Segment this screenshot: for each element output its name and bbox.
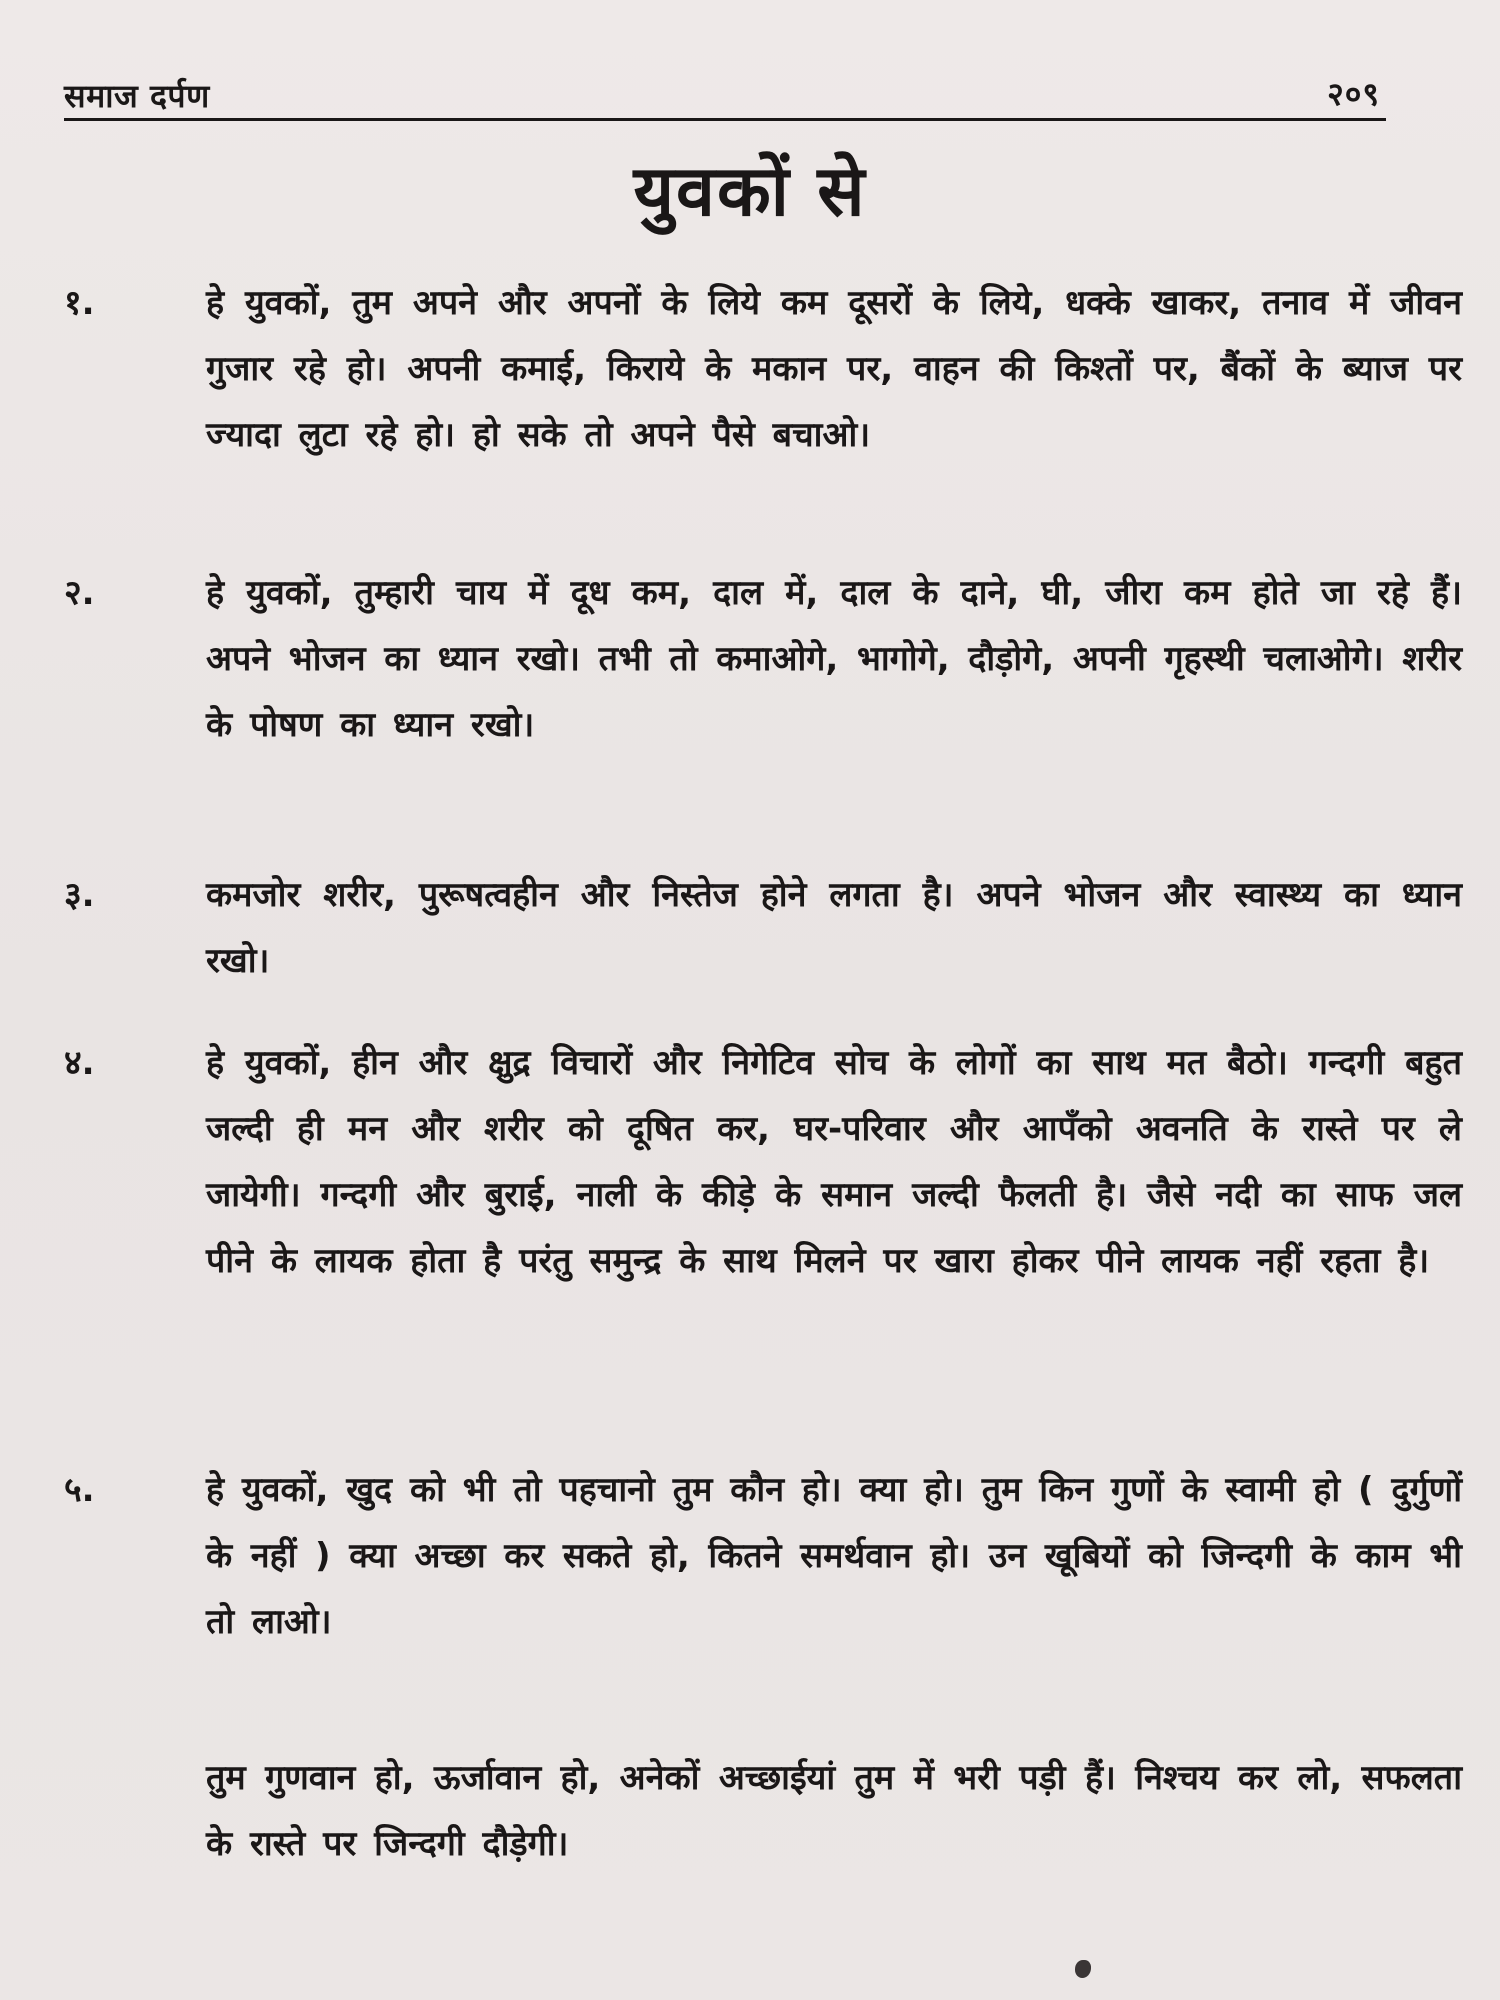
paragraph-number: ५. [64, 1470, 95, 1510]
paragraph-number: २. [64, 573, 95, 613]
ink-smudge [1075, 1960, 1091, 1978]
paragraph-text: कमजोर शरीर, पुरूषत्वहीन और निस्तेज होने लगता है। अपने भोजन और स्वास्थ्य का ध्यान रखो। [206, 875, 1463, 981]
running-title: समाज दर्पण [64, 77, 210, 115]
closing-text: तुम गुणवान हो, ऊर्जावान हो, अनेकों अच्छाईयां तुम में भरी पड़ी हैं। निश्चय कर लो, सफलता के रास्ते पर जिन्दगी दौड़ेगी। [206, 1758, 1462, 1864]
paragraph-number: १. [64, 283, 95, 323]
page-header [64, 72, 1386, 121]
paragraph-number: ३. [64, 875, 95, 915]
paragraph-text: हे युवकों, तुम्हारी चाय में दूध कम, दाल में, दाल के दाने, घी, जीरा कम होते जा रहे हैं। अपने भोजन का ध्यान रखो। तभी तो कमाओगे, भागोगे, दौड़ोगे, अपनी गृहस्थी चलाओगे। शरीर के पोषण का ध्यान रखो। [206, 573, 1462, 745]
paragraph-number: ४. [64, 1043, 95, 1083]
paragraph-text: हे युवकों, हीन और क्षुद्र विचारों और निगेटिव सोच के लोगों का साथ मत बैठो। गन्दगी बहुत जल्दी ही मन और शरीर को दूषित कर, घर-परिवार और आपँको अवनति के रास्ते पर ले जायेगी। गन्दगी और बुराई, नाली के कीड़े के समान जल्दी फैलती है। जैसे नदी का साफ जल पीने के लायक होता है परंतु समुन्द्र के साथ मिलने पर खारा होकर पीने लायक नहीं रहता है। [206, 1043, 1462, 1281]
paragraph-text: हे युवकों, खुद को भी तो पहचानो तुम कौन हो। क्या हो। तुम किन गुणों के स्वामी हो ( दुर्गुणों के नहीं ) क्या अच्छा कर सकते हो, कितने समर्थवान हो। उन खूबियों को जिन्दगी के काम भी तो लाओ। [206, 1470, 1462, 1642]
chapter-title: युवकों से [633, 150, 867, 232]
paragraph-text: हे युवकों, तुम अपने और अपनों के लिये कम दूसरों के लिये, धक्के खाकर, तनाव में जीवन गुजार रहे हो। अपनी कमाई, किराये के मकान पर, वाहन की किश्तों पर, बैंकों के ब्याज पर ज्यादा लुटा रहे हो। हो सके तो अपने पैसे बचाओ। [206, 283, 1462, 455]
page-number: २०९ [1327, 75, 1380, 113]
